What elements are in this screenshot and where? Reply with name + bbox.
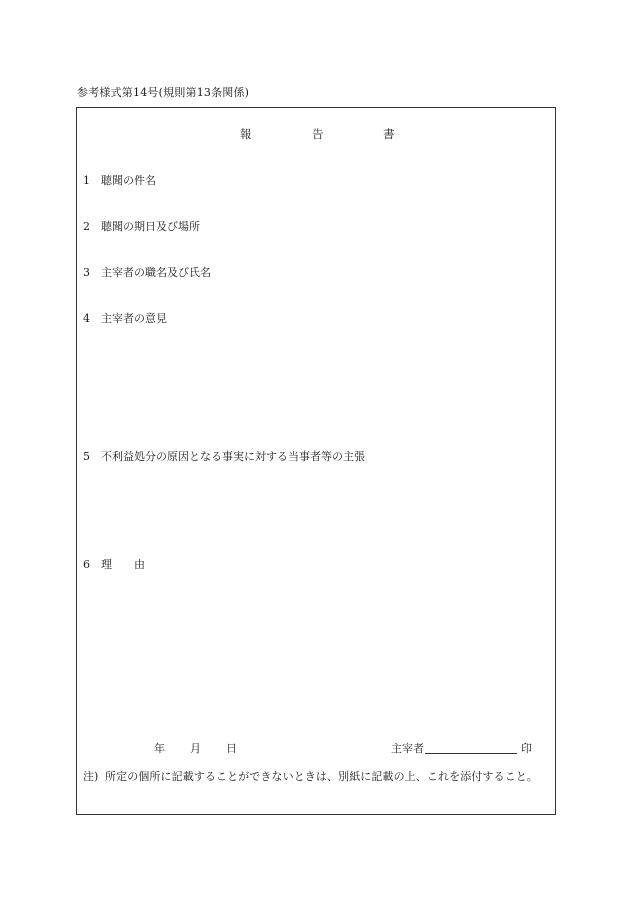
item-5 bbox=[83, 448, 365, 464]
title-char-1: 報 bbox=[240, 127, 252, 141]
item-2 bbox=[83, 218, 200, 234]
footnote bbox=[83, 768, 555, 785]
footnote-label: 注) bbox=[83, 770, 99, 783]
document-title bbox=[77, 126, 557, 142]
report-form-frame bbox=[76, 107, 556, 815]
item-4-label: 主宰者の意見 bbox=[101, 312, 167, 325]
item-1-number: 1 bbox=[83, 174, 90, 187]
presider-label: 主宰者 bbox=[391, 742, 424, 755]
item-1-label: 聴聞の件名 bbox=[101, 174, 156, 187]
item-6-number: 6 bbox=[83, 558, 90, 571]
item-5-label: 不利益処分の原因となる事実に対する当事者等の主張 bbox=[101, 450, 365, 463]
footnote-text: 所定の個所に記載することができないときは、別紙に記載の上、これを添付すること。 bbox=[105, 770, 538, 783]
item-1 bbox=[83, 172, 156, 188]
item-2-number: 2 bbox=[83, 220, 90, 233]
title-char-2: 告 bbox=[312, 127, 324, 141]
item-4-number: 4 bbox=[83, 312, 90, 325]
item-3-number: 3 bbox=[83, 266, 90, 279]
item-6-label-part-1: 理 bbox=[101, 558, 112, 571]
item-3-label: 主宰者の職名及び氏名 bbox=[101, 266, 211, 279]
title-char-3: 書 bbox=[383, 127, 395, 141]
item-5-number: 5 bbox=[83, 450, 90, 463]
date-year: 年 bbox=[154, 742, 165, 755]
date-day: 日 bbox=[226, 742, 237, 755]
item-6 bbox=[83, 556, 145, 572]
date-signature-line bbox=[77, 740, 557, 756]
item-3 bbox=[83, 264, 211, 280]
presider-signature-line bbox=[425, 753, 517, 754]
item-6-label bbox=[101, 558, 145, 571]
date-month: 月 bbox=[190, 742, 201, 755]
form-reference: 参考様式第14号(規則第13条関係) bbox=[77, 86, 250, 99]
item-4 bbox=[83, 310, 167, 326]
item-6-label-part-2: 由 bbox=[134, 558, 145, 571]
seal-mark: 印 bbox=[521, 742, 532, 755]
item-2-label: 聴聞の期日及び場所 bbox=[101, 220, 200, 233]
